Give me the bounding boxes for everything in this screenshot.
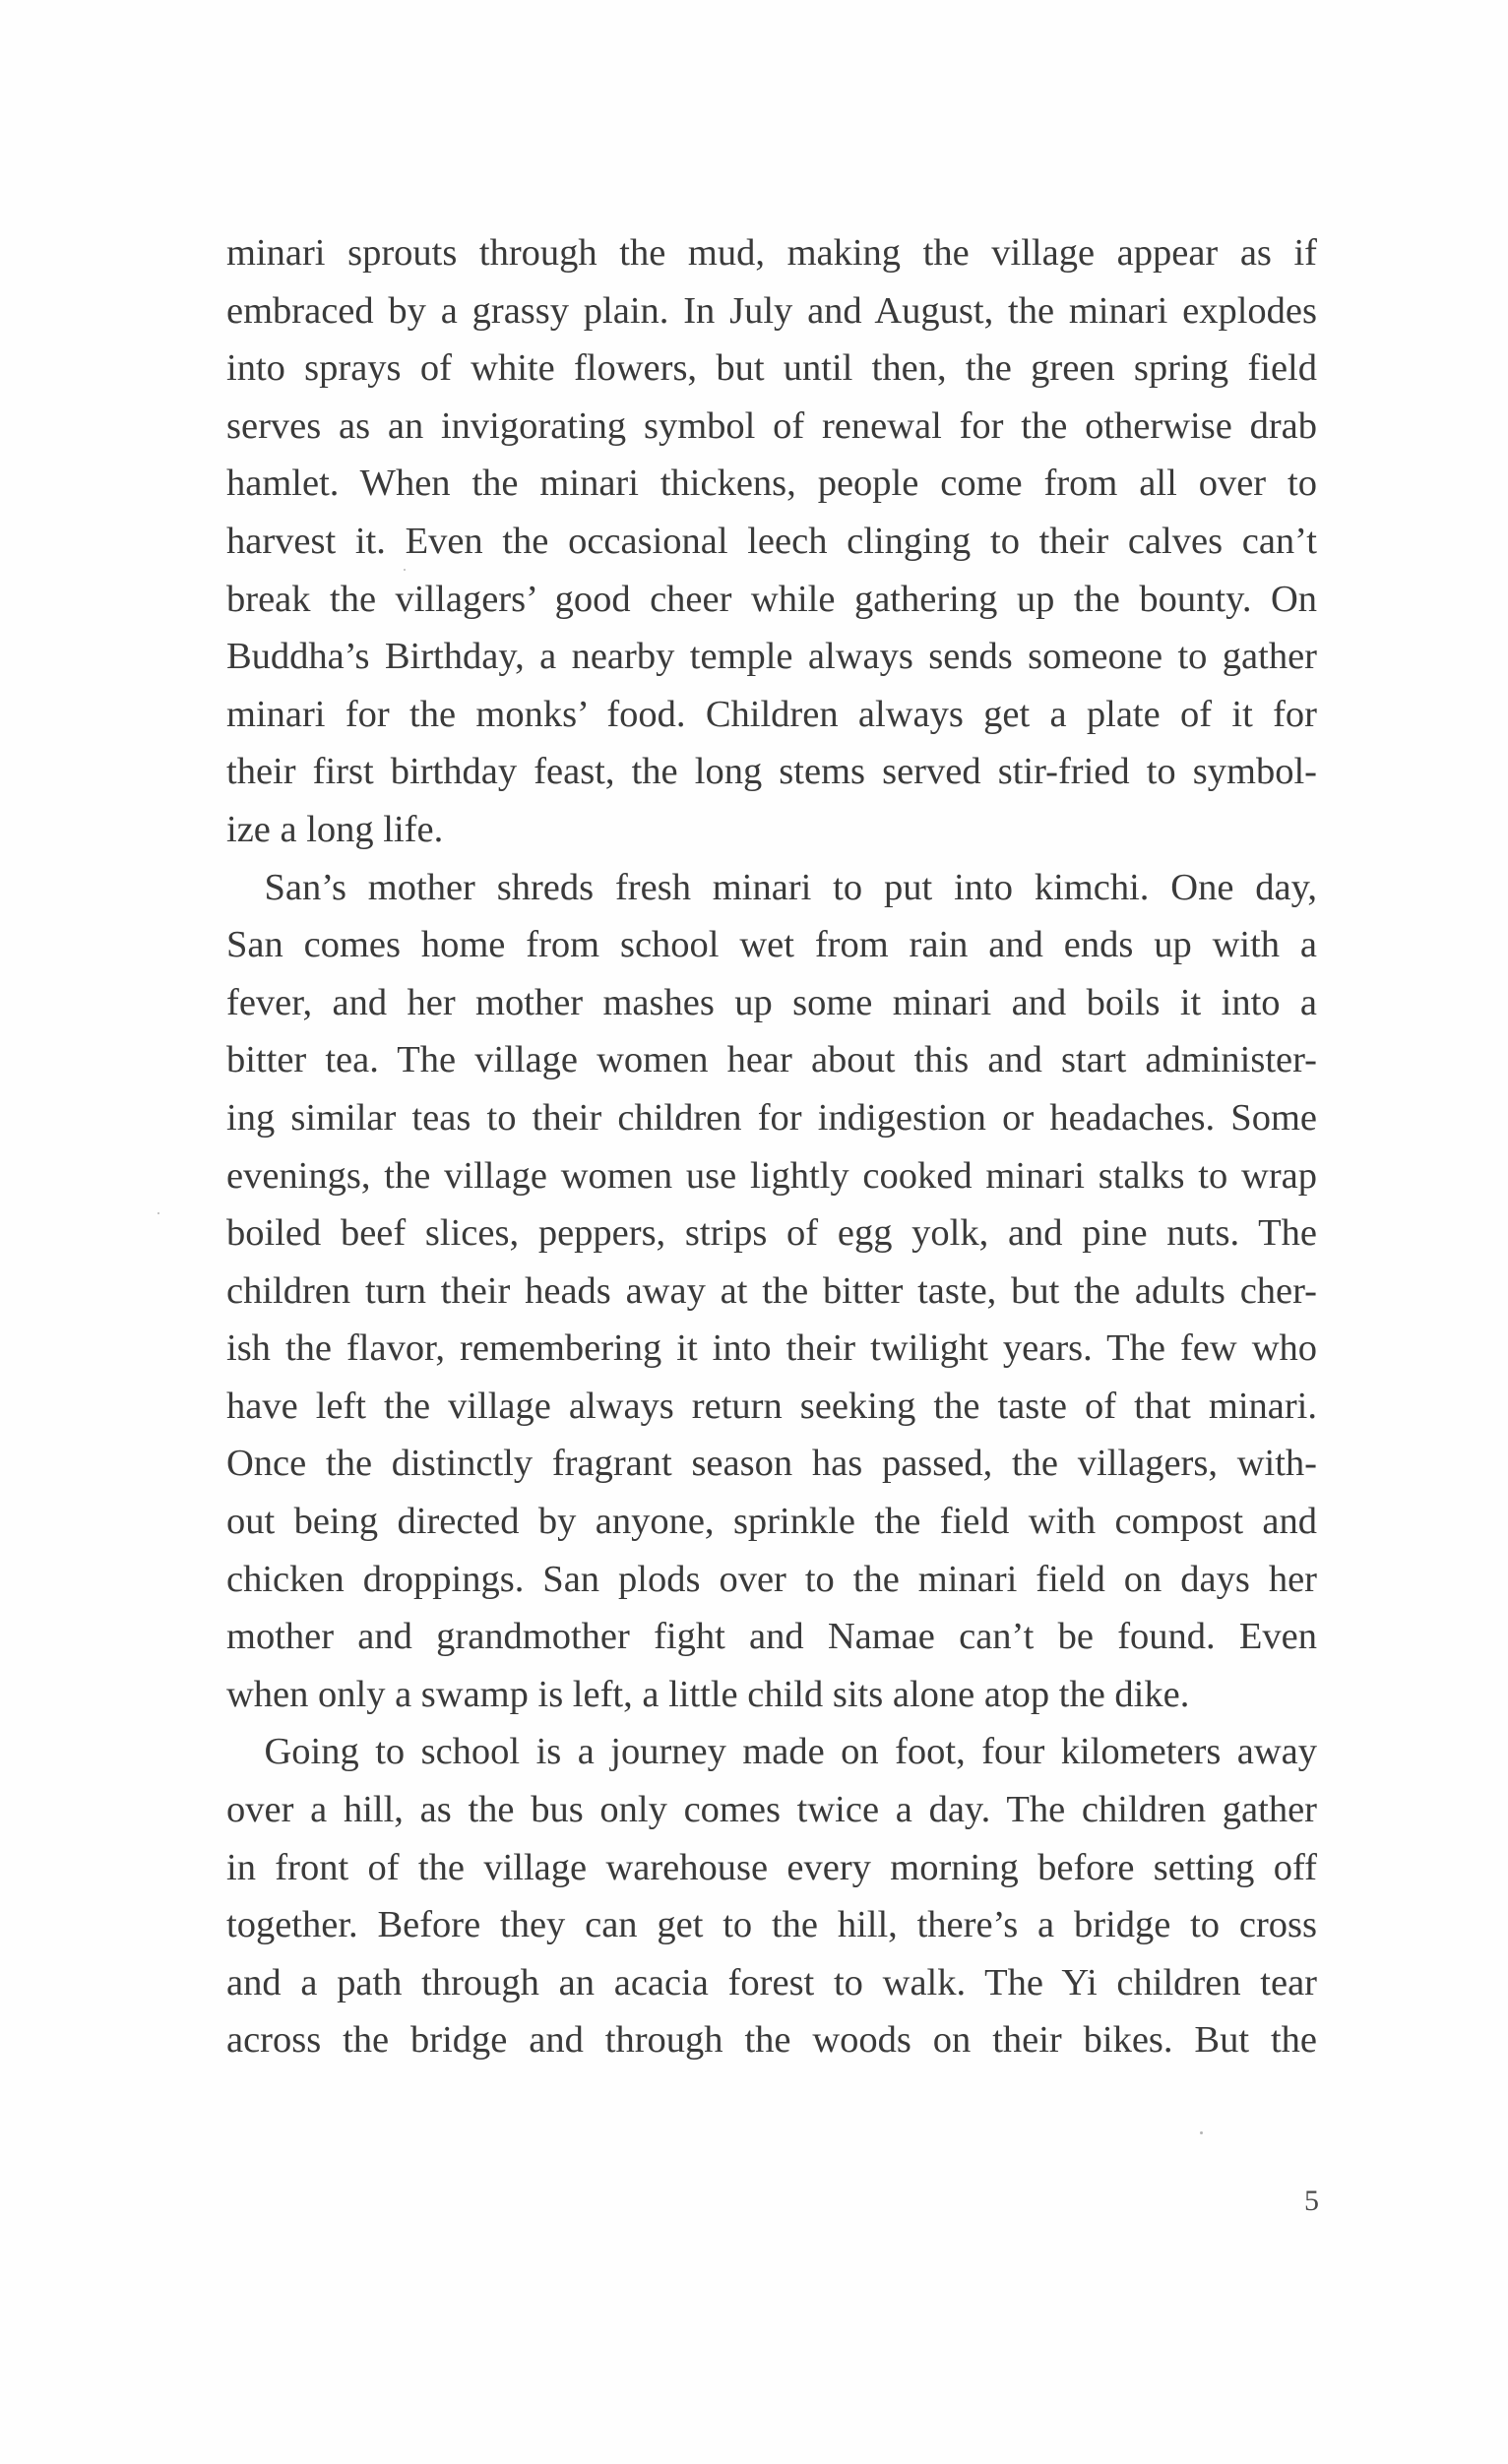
text-line: minari for the monks’ food. Children always get a plate of it for — [226, 693, 1317, 735]
paper-speck — [157, 1212, 159, 1214]
text-line: together. Before they can get to the hill, there’s a bridge to cross — [226, 1904, 1317, 1946]
text-line: ing similar teas to their children for indigestion or headaches. Some — [226, 1096, 1317, 1139]
text-line: embraced by a grassy plain. In July and August, the minari explodes — [226, 289, 1317, 332]
text-line: boiled beef slices, peppers, strips of egg yolk, and pine nuts. The — [226, 1212, 1317, 1255]
text-line: San’s mother shreds fresh minari to put into kimchi. One day, — [226, 866, 1317, 908]
paper-speck — [404, 569, 406, 571]
text-line: mother and grandmother fight and Namae can’t be found. Even — [226, 1616, 1317, 1658]
text-line: ize a long life. — [226, 808, 444, 850]
text-line: break the villagers’ good cheer while gathering up the bounty. On — [226, 578, 1317, 620]
text-line: children turn their heads away at the bitter taste, but the adults cher- — [226, 1269, 1317, 1312]
text-line: Buddha’s Birthday, a nearby temple always sends someone to gather — [226, 636, 1317, 678]
text-line: San comes home from school wet from rain and ends up with a — [226, 924, 1317, 966]
text-line: across the bridge and through the woods on their bikes. But the — [226, 2019, 1317, 2062]
text-line: into sprays of white flowers, but until then, the green spring field — [226, 347, 1317, 390]
text-line: when only a swamp is left, a little child sits alone atop the dike. — [226, 1673, 1190, 1715]
text-line: and a path through an acacia forest to walk. The Yi children tear — [226, 1961, 1317, 2003]
text-line: harvest it. Even the occasional leech clinging to their calves can’t — [226, 520, 1317, 562]
text-line: ish the flavor, remembering it into their twilight years. The few who — [226, 1327, 1317, 1370]
text-line: Once the distinctly fragrant season has passed, the villagers, with- — [226, 1443, 1317, 1485]
text-line: have left the village always return seeking the taste of that minari. — [226, 1385, 1317, 1427]
page-number: 5 — [1304, 2185, 1319, 2217]
text-line: evenings, the village women use lightly cooked minari stalks to wrap — [226, 1154, 1317, 1197]
text-line: Going to school is a journey made on foot, four kilometers away — [226, 1731, 1317, 1773]
paper-speck — [1200, 2131, 1203, 2134]
text-line: hamlet. When the minari thickens, people come from all over to — [226, 462, 1317, 505]
text-line: minari sprouts through the mud, making the village appear as if — [226, 232, 1317, 274]
body-text — [226, 224, 1317, 2069]
text-line: chicken droppings. San plods over to the minari field on days her — [226, 1558, 1317, 1600]
text-line: out being directed by anyone, sprinkle the field with compost and — [226, 1501, 1317, 1543]
text-line: in front of the village warehouse every morning before setting off — [226, 1846, 1317, 1888]
text-line: fever, and her mother mashes up some minari and boils it into a — [226, 981, 1317, 1023]
text-line: bitter tea. The village women hear about this and start administer- — [226, 1039, 1317, 1081]
text-line: serves as an invigorating symbol of renewal for the otherwise drab — [226, 404, 1317, 447]
text-line: over a hill, as the bus only comes twice a day. The children gather — [226, 1789, 1317, 1831]
text-line: their first birthday feast, the long stems served stir-fried to symbol- — [226, 751, 1317, 793]
